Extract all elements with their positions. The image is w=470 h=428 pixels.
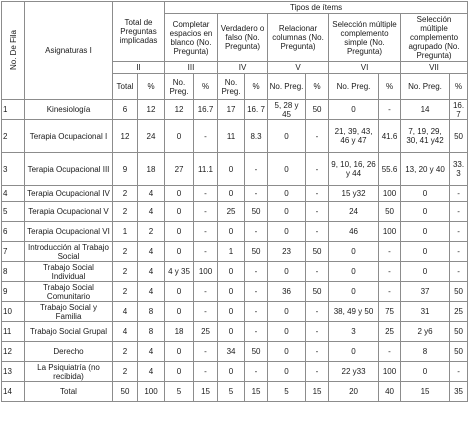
iii-pct-cell: 15 [194,382,218,402]
vii-pct-cell: - [450,242,468,262]
vi-pct-cell: 41.6 [379,120,401,153]
v-questions-cell: 0 [268,120,306,153]
vi-pct-cell: - [379,100,401,120]
vi-pct-cell: - [379,242,401,262]
row-number-cell: 4 [2,186,25,202]
v-pct-cell: - [306,120,329,153]
vi-questions-cell: 22 y33 [329,362,379,382]
v-pct-subheader: % [306,74,329,100]
subject-name-cell: Total [25,382,113,402]
iv-questions-cell: 5 [218,382,245,402]
roman-vi: VI [329,62,401,74]
subject-name-cell: Derecho [25,342,113,362]
vi-pct-cell: - [379,282,401,302]
item-types-header: Tipos de ítems [165,2,468,14]
type-vi-header: Selección múltiple complemento simple (No. Pregunta) [329,14,401,62]
total-pct-cell: 24 [138,120,165,153]
iv-questions-cell: 0 [218,362,245,382]
vi-questions-cell: 0 [329,242,379,262]
iii-pct-cell: - [194,242,218,262]
vi-pct-cell: - [379,342,401,362]
roman-iv: IV [218,62,268,74]
iv-pct-cell: - [245,362,268,382]
v-questions-cell: 5, 28 y 45 [268,100,306,120]
table-row [2,322,468,342]
vii-pct-cell: - [450,186,468,202]
row-number-header-label: No. De Fila [8,30,18,71]
v-questions-cell: 0 [268,342,306,362]
type-v-header: Relacionar columnas (No. Pregunta) [268,14,329,62]
type-iii-header: Completar espacios en blanco (No. Pregunta) [165,14,218,62]
vii-questions-cell: 0 [401,186,450,202]
table-body [2,100,468,402]
iii-pct-cell: - [194,202,218,222]
total-pct-cell: 8 [138,322,165,342]
iii-pct-cell: 16.7 [194,100,218,120]
iv-pct-cell: - [245,322,268,342]
table-row [2,282,468,302]
vii-pct-subheader: % [450,74,468,100]
iii-pct-cell: - [194,186,218,202]
vii-questions-cell: 0 [401,362,450,382]
subject-name-cell: Terapia Ocupacional I [25,120,113,153]
iii-pct-cell: - [194,302,218,322]
type-iv-header: Verdadero o falso (No. Pregunta) [218,14,268,62]
total-pct-cell: 2 [138,222,165,242]
subject-name-cell: Terapia Ocupacional V [25,202,113,222]
iii-questions-cell: 0 [165,120,194,153]
vii-questions-cell: 0 [401,242,450,262]
total-count-cell: 1 [113,222,138,242]
iv-questions-cell: 11 [218,120,245,153]
row-number-cell: 10 [2,302,25,322]
iv-questions-cell: 25 [218,202,245,222]
total-pct-cell: 12 [138,100,165,120]
total-count-cell: 2 [113,186,138,202]
iv-questions-cell: 0 [218,222,245,242]
iv-pct-cell: 8.3 [245,120,268,153]
table-row [2,382,468,402]
total-count-cell: 2 [113,282,138,302]
total-count-cell: 2 [113,342,138,362]
total-count-cell: 2 [113,362,138,382]
iii-pct-cell: - [194,222,218,242]
v-pct-cell: - [306,186,329,202]
total-pct-cell: 4 [138,342,165,362]
iii-pct-cell: - [194,362,218,382]
v-pct-cell: - [306,342,329,362]
iv-pct-subheader: % [245,74,268,100]
v-questions-cell: 0 [268,186,306,202]
iii-pct-cell: 11.1 [194,153,218,186]
vi-questions-cell: 3 [329,322,379,342]
iv-questions-cell: 0 [218,302,245,322]
row-number-cell: 11 [2,322,25,342]
v-pct-cell: - [306,302,329,322]
iii-questions-cell: 0 [165,282,194,302]
table-row [2,262,468,282]
vii-questions-cell: 14 [401,100,450,120]
total-count-cell: 2 [113,262,138,282]
v-pct-cell: - [306,222,329,242]
total-questions-header: Total de Preguntas implicadas [113,2,165,62]
iii-questions-cell: 18 [165,322,194,342]
table-row [2,153,468,186]
roman-v: V [268,62,329,74]
subject-header: Asignaturas I [25,2,113,100]
row-number-cell: 3 [2,153,25,186]
vi-questions-cell: 0 [329,100,379,120]
iii-questions-cell: 0 [165,302,194,322]
vii-questions-cell: 0 [401,222,450,242]
table-header [2,2,468,100]
row-number-cell: 13 [2,362,25,382]
v-pct-cell: - [306,362,329,382]
item-types-table [1,1,468,402]
vii-pct-cell: 50 [450,120,468,153]
total-pct-cell: 4 [138,202,165,222]
v-pct-cell: 50 [306,282,329,302]
vi-questions-cell: 38, 49 y 50 [329,302,379,322]
iv-questions-cell: 0 [218,262,245,282]
vii-no-preg-subheader: No. Preg. [401,74,450,100]
roman-iii: III [165,62,218,74]
iii-questions-cell: 27 [165,153,194,186]
vii-pct-cell: 33.3 [450,153,468,186]
vii-questions-cell: 31 [401,302,450,322]
iv-pct-cell: 15 [245,382,268,402]
total-count-cell: 50 [113,382,138,402]
iii-pct-subheader: % [194,74,218,100]
iii-questions-cell: 0 [165,186,194,202]
total-count-cell: 4 [113,322,138,342]
vii-pct-cell: - [450,202,468,222]
v-pct-cell: 50 [306,100,329,120]
subject-name-cell: Introducción al Trabajo Social [25,242,113,262]
iii-pct-cell: - [194,342,218,362]
v-pct-cell: - [306,153,329,186]
vi-pct-cell: 40 [379,382,401,402]
subject-name-cell: Trabajo Social y Familia [25,302,113,322]
iii-questions-cell: 0 [165,242,194,262]
v-questions-cell: 0 [268,153,306,186]
v-pct-cell: - [306,262,329,282]
iv-questions-cell: 17 [218,100,245,120]
vi-pct-cell: 50 [379,202,401,222]
iv-questions-cell: 0 [218,322,245,342]
pct-subheader: % [138,74,165,100]
vii-pct-cell: 50 [450,342,468,362]
vii-questions-cell: 15 [401,382,450,402]
iii-questions-cell: 0 [165,342,194,362]
vi-questions-cell: 0 [329,342,379,362]
vii-questions-cell: 37 [401,282,450,302]
subject-name-cell: Trabajo Social Comunitario [25,282,113,302]
total-subheader: Total [113,74,138,100]
row-number-cell: 1 [2,100,25,120]
table-row [2,100,468,120]
vi-questions-cell: 46 [329,222,379,242]
total-pct-cell: 4 [138,262,165,282]
iv-pct-cell: 50 [245,342,268,362]
vii-questions-cell: 2 y6 [401,322,450,342]
v-pct-cell: - [306,322,329,342]
roman-vii: VII [401,62,468,74]
row-number-cell: 8 [2,262,25,282]
v-pct-cell: 50 [306,242,329,262]
iv-questions-cell: 0 [218,282,245,302]
vi-pct-cell: - [379,262,401,282]
table-row [2,242,468,262]
subject-name-cell: Terapia Ocupacional III [25,153,113,186]
iii-questions-cell: 4 y 35 [165,262,194,282]
row-number-cell: 2 [2,120,25,153]
iii-pct-cell: 100 [194,262,218,282]
vii-pct-cell: 35 [450,382,468,402]
row-number-cell: 9 [2,282,25,302]
vii-questions-cell: 0 [401,262,450,282]
iv-pct-cell: - [245,186,268,202]
vi-questions-cell: 9, 10, 16, 26 y 44 [329,153,379,186]
v-no-preg-subheader: No. Preg. [268,74,306,100]
vi-questions-cell: 20 [329,382,379,402]
table-row [2,362,468,382]
row-number-cell: 7 [2,242,25,262]
vii-questions-cell: 8 [401,342,450,362]
vi-questions-cell: 24 [329,202,379,222]
iv-pct-cell: - [245,222,268,242]
vi-pct-cell: 25 [379,322,401,342]
total-pct-cell: 8 [138,302,165,322]
vii-pct-cell: 50 [450,322,468,342]
total-pct-cell: 4 [138,186,165,202]
table-row [2,342,468,362]
total-count-cell: 9 [113,153,138,186]
iv-questions-cell: 0 [218,153,245,186]
row-number-cell: 14 [2,382,25,402]
row-number-cell: 6 [2,222,25,242]
vi-questions-cell: 0 [329,282,379,302]
table-row [2,120,468,153]
iii-no-preg-subheader: No. Preg. [165,74,194,100]
table-row [2,186,468,202]
vi-questions-cell: 21, 39, 43, 46 y 47 [329,120,379,153]
iii-questions-cell: 0 [165,202,194,222]
iii-questions-cell: 5 [165,382,194,402]
v-questions-cell: 23 [268,242,306,262]
subject-name-cell: Terapia Ocupacional IV [25,186,113,202]
v-questions-cell: 0 [268,262,306,282]
iv-pct-cell: - [245,302,268,322]
vi-pct-cell: 100 [379,186,401,202]
vii-pct-cell: - [450,262,468,282]
subject-name-cell: La Psiquiatría (no recibida) [25,362,113,382]
iii-questions-cell: 0 [165,222,194,242]
v-pct-cell: - [306,202,329,222]
iii-pct-cell: - [194,282,218,302]
row-number-header [2,2,25,100]
v-questions-cell: 5 [268,382,306,402]
table-row [2,222,468,242]
table-row [2,202,468,222]
total-count-cell: 2 [113,202,138,222]
iii-questions-cell: 0 [165,362,194,382]
vi-pct-cell: 100 [379,362,401,382]
vi-pct-cell: 55.6 [379,153,401,186]
iv-questions-cell: 0 [218,186,245,202]
vi-no-preg-subheader: No. Preg. [329,74,379,100]
iv-pct-cell: - [245,262,268,282]
total-pct-cell: 4 [138,282,165,302]
iv-pct-cell: 16. 7 [245,100,268,120]
subject-name-cell: Trabajo Social Individual [25,262,113,282]
iii-pct-cell: 25 [194,322,218,342]
row-number-cell: 12 [2,342,25,362]
v-questions-cell: 0 [268,302,306,322]
iv-pct-cell: 50 [245,242,268,262]
total-pct-cell: 100 [138,382,165,402]
iv-questions-cell: 1 [218,242,245,262]
subject-name-cell: Kinesiología [25,100,113,120]
total-count-cell: 4 [113,302,138,322]
iii-pct-cell: - [194,120,218,153]
v-questions-cell: 0 [268,362,306,382]
vii-pct-cell: 50 [450,282,468,302]
vii-questions-cell: 7, 19, 29, 30, 41 y42 [401,120,450,153]
vii-questions-cell: 0 [401,202,450,222]
vii-questions-cell: 13, 20 y 40 [401,153,450,186]
iv-pct-cell: - [245,282,268,302]
total-pct-cell: 4 [138,242,165,262]
iv-questions-cell: 34 [218,342,245,362]
v-questions-cell: 36 [268,282,306,302]
v-questions-cell: 0 [268,222,306,242]
row-number-cell: 5 [2,202,25,222]
total-count-cell: 12 [113,120,138,153]
iv-pct-cell: - [245,153,268,186]
total-count-cell: 2 [113,242,138,262]
roman-ii: II [113,62,165,74]
total-pct-cell: 4 [138,362,165,382]
vii-pct-cell: - [450,362,468,382]
vi-questions-cell: 15 y32 [329,186,379,202]
vi-pct-cell: 100 [379,222,401,242]
total-count-cell: 6 [113,100,138,120]
vii-pct-cell: 16.7 [450,100,468,120]
vii-pct-cell: - [450,222,468,242]
v-pct-cell: 15 [306,382,329,402]
vi-pct-cell: 75 [379,302,401,322]
iv-pct-cell: 50 [245,202,268,222]
vi-pct-subheader: % [379,74,401,100]
subject-name-cell: Terapia Ocupacional VI [25,222,113,242]
v-questions-cell: 0 [268,202,306,222]
subject-name-cell: Trabajo Social Grupal [25,322,113,342]
table-row [2,302,468,322]
total-pct-cell: 18 [138,153,165,186]
type-vii-header: Selección múltiple complemento agrupado (No. Pregunta) [401,14,468,62]
iii-questions-cell: 12 [165,100,194,120]
vii-pct-cell: 25 [450,302,468,322]
iv-no-preg-subheader: No. Preg. [218,74,245,100]
vi-questions-cell: 0 [329,262,379,282]
v-questions-cell: 0 [268,322,306,342]
